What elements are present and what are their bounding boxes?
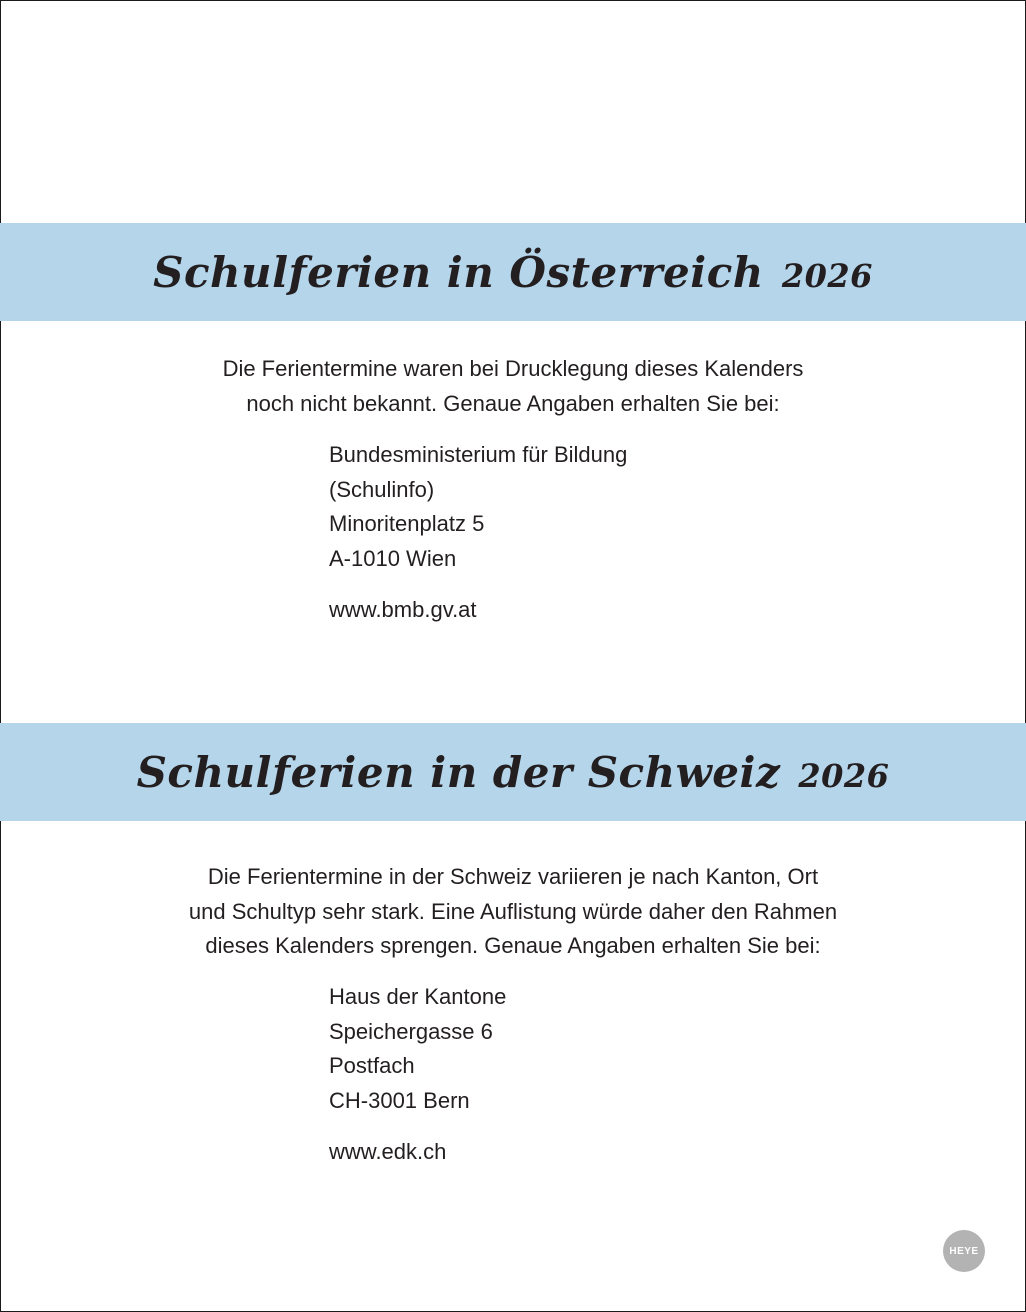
austria-website-link[interactable]: www.bmb.gv.at <box>329 597 477 622</box>
austria-intro <box>0 352 1026 421</box>
switzerland-title-band <box>0 723 1026 821</box>
switzerland-intro-line: dieses Kalenders sprengen. Genaue Angaben erhalten Sie bei: <box>205 933 821 958</box>
switzerland-heading-text: Schulferien in der Schweiz <box>136 747 781 797</box>
austria-intro-line: noch nicht bekannt. Genaue Angaben erhalten Sie bei: <box>246 390 780 416</box>
switzerland-website-link[interactable]: www.edk.ch <box>329 1139 447 1164</box>
switzerland-heading-year: 2026 <box>798 756 890 795</box>
publisher-logo <box>943 1230 985 1272</box>
publisher-logo-text: HEYE <box>949 1245 979 1257</box>
austria-address-line: Bundesministerium für Bildung <box>329 442 628 467</box>
switzerland-intro-line: und Schultyp sehr stark. Eine Auflistung würde daher den Rahmen <box>188 898 838 924</box>
switzerland-address-line: Speichergasse 6 <box>329 1018 493 1044</box>
switzerland-address-line: Haus der Kantone <box>329 984 507 1009</box>
austria-title-band <box>0 223 1026 321</box>
austria-address <box>329 438 627 628</box>
switzerland-address <box>329 980 506 1170</box>
austria-address-line: Minoritenplatz 5 <box>329 511 485 536</box>
switzerland-intro <box>0 860 1026 964</box>
switzerland-address-line: CH-3001 Bern <box>329 1087 470 1113</box>
switzerland-heading <box>137 748 890 797</box>
austria-address-line: A-1010 Wien <box>329 545 457 571</box>
switzerland-address-line: Postfach <box>329 1053 415 1078</box>
austria-heading-text: Schulferien in Österreich <box>153 247 764 297</box>
austria-heading <box>153 248 873 297</box>
austria-heading-year: 2026 <box>781 256 873 295</box>
austria-address-line: (Schulinfo) <box>329 476 435 502</box>
austria-intro-line: Die Ferientermine waren bei Drucklegung dieses Kalenders <box>222 356 804 381</box>
switzerland-intro-line: Die Ferientermine in der Schweiz variieren je nach Kanton, Ort <box>207 864 819 889</box>
